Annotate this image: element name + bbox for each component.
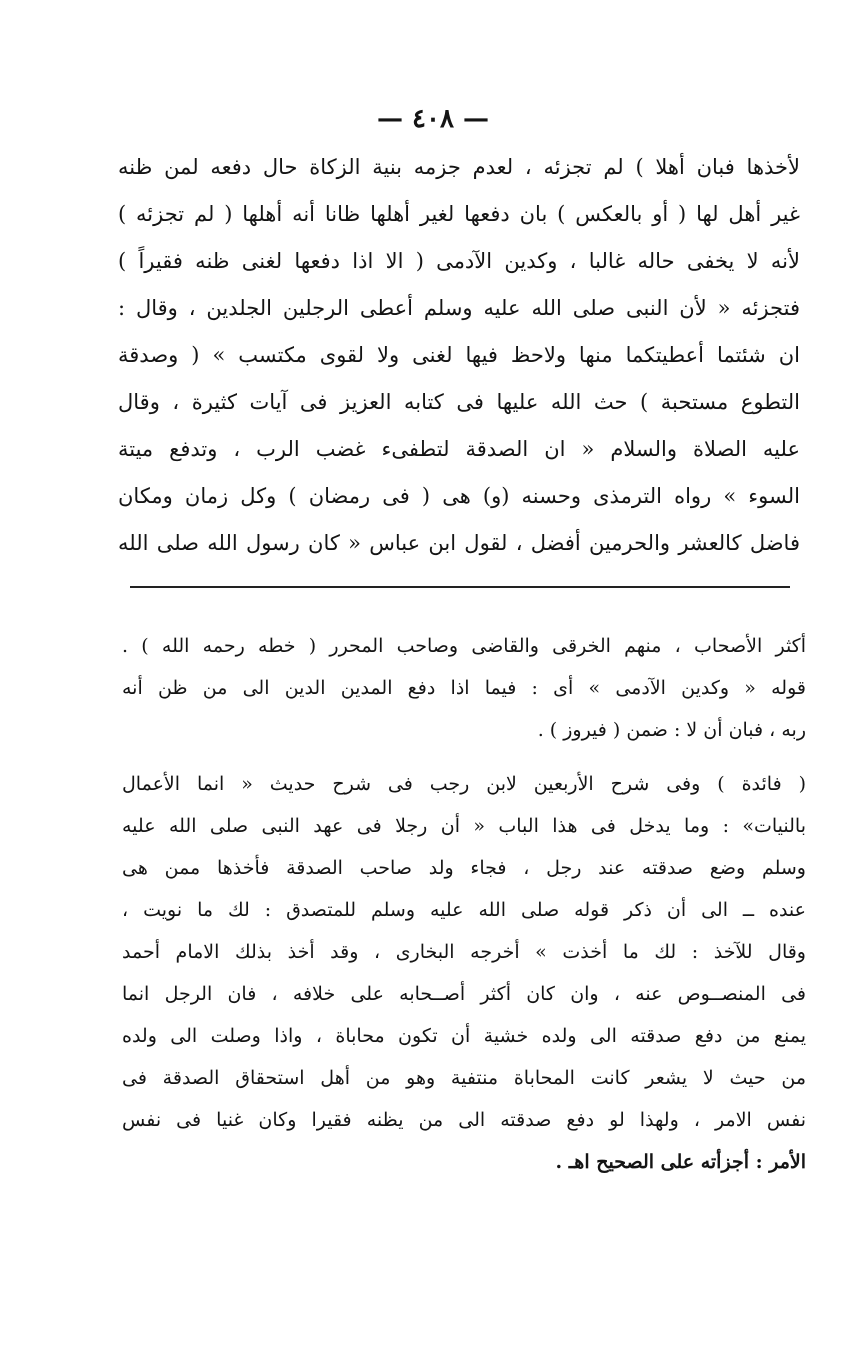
footnote-line: بالنيات» : وما يدخل فى هذا الباب « أن رجلا فى عهد النبى صلى الله عليه (122, 815, 806, 837)
page-number: — ٤٠٨ — (376, 104, 490, 134)
footnote-line: عنده ــ الى أن ذكر قوله صلى الله عليه وسلم للمتصدق : لك ما نويت ، (122, 899, 806, 921)
text-line: فتجزئه « لأن النبى صلى الله عليه وسلم أعطى الرجلين الجلدين ، وقال : (118, 296, 800, 320)
text-line: ان شئتما أعطيتكما منها ولاحظ فيها لغنى ولا لقوى مكتسب » ( وصدقة (118, 343, 800, 367)
footnote-line: من حيث لا يشعر كانت المحاباة منتفية وهو من أهل استحقاق الصدقة فى (122, 1067, 806, 1089)
footnote-line: وسلم وضع صدقته عند رجل ، فجاء ولد صاحب الصدقة فأخذها ممن هى (122, 857, 806, 879)
footnote-line: قوله « وكدين الآدمى » أى : فيما اذا دفع المدين الدين الى من ظن أنه (122, 677, 806, 699)
footnote-line: الأمر : أجزأته على الصحيح اهـ . (555, 1151, 806, 1173)
footnote-line: ربه ، فبان أن لا : ضمن ( فيروز ) . (537, 719, 806, 741)
footnote-line: نفس الامر ، ولهذا لو دفع صدقته الى من يظنه فقيرا وكان غنيا فى نفس (122, 1109, 806, 1131)
text-line: لأخذها فبان أهلا ) لم تجزئه ، لعدم جزمه بنية الزكاة حال دفعه لمن ظنه (118, 155, 800, 179)
footnote-line: فى المنصــوص عنه ، وان كان أكثر أصــحابه على خلافه ، فان الرجل انما (122, 983, 806, 1005)
text-line: فاضل كالعشر والحرمين أفضل ، لقول ابن عباس « كان رسول الله صلى الله (118, 531, 800, 555)
text-line: السوء » رواه الترمذى وحسنه (و) هى ( فى رمضان ) وكل زمان ومكان (118, 484, 800, 508)
text-line: عليه الصلاة والسلام « ان الصدقة لتطفىء غضب الرب ، وتدفع ميتة (118, 437, 800, 461)
footnote-divider (130, 586, 790, 588)
footnote-line: ( فائدة ) وفى شرح الأربعين لابن رجب فى شرح حديث « انما الأعمال (122, 773, 806, 795)
footnote-line: وقال للآخذ : لك ما أخذت » أخرجه البخارى ، وقد أخذ بذلك الامام أحمد (122, 941, 806, 963)
footnote-line: يمنع من دفع صدقته الى ولده خشية أن تكون محاباة ، واذا وصلت الى ولده (122, 1025, 806, 1047)
footnote-line: أكثر الأصحاب ، منهم الخرقى والقاضى وصاحب المحرر ( خطه رحمه الله ) . (122, 635, 806, 657)
text-line: لأنه لا يخفى حاله غالبا ، وكدين الآدمى ( الا اذا دفعها لغنى ظنه فقيراً ) (118, 249, 800, 273)
footnotes (122, 625, 806, 1183)
text-line: التطوع مستحبة ) حث الله عليها فى كتابه العزيز فى آيات كثيرة ، وقال (118, 390, 800, 414)
text-line: غير أهل لها ( أو بالعكس ) بان دفعها لغير أهلها ظانا أنه أهلها ( لم تجزئه ) (118, 202, 800, 226)
main-text (118, 144, 800, 567)
